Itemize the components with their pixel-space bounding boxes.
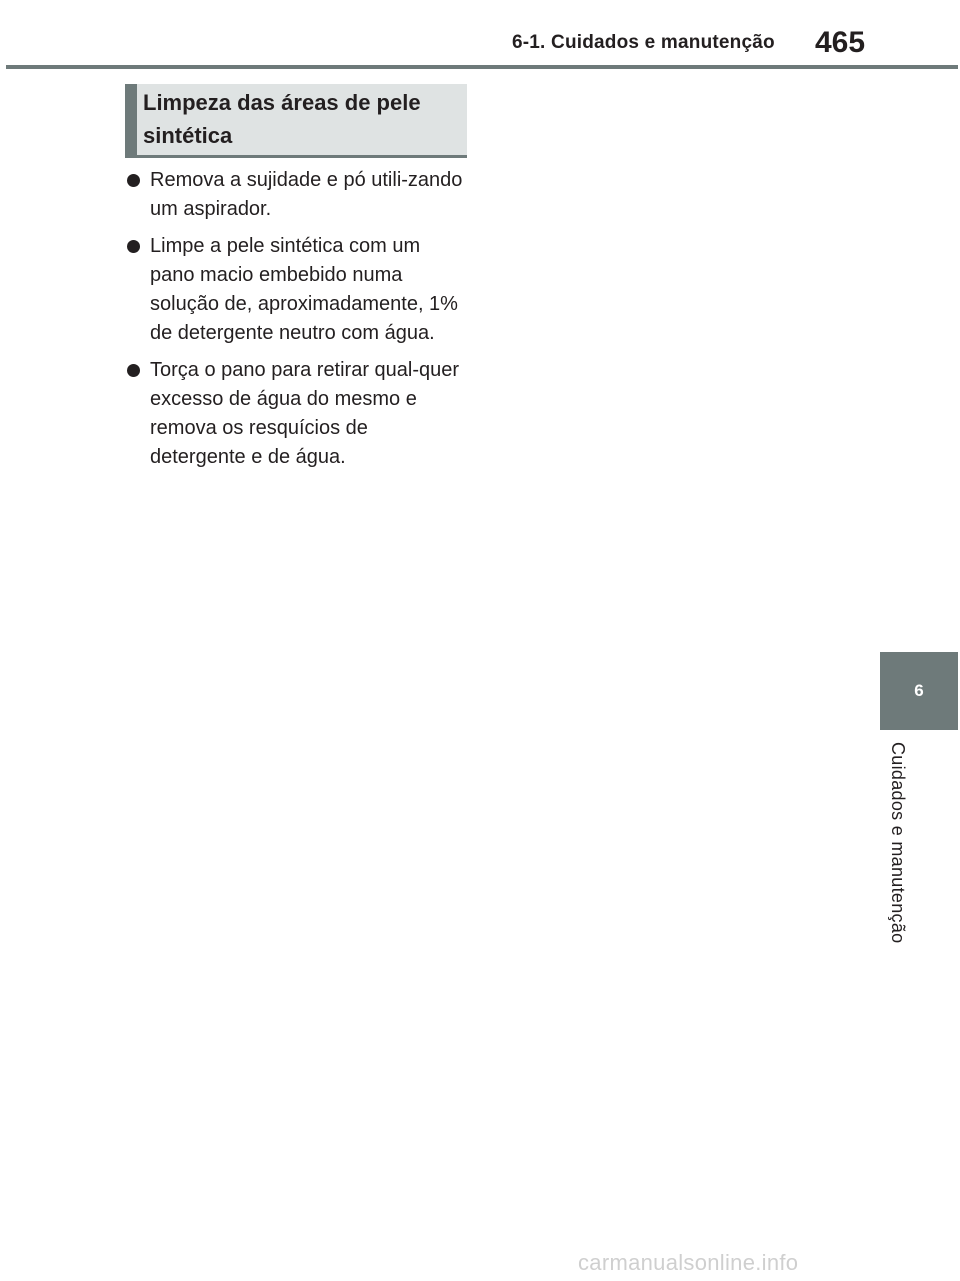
bullet-dot-icon <box>127 240 140 253</box>
chapter-label: Cuidados e manutenção <box>888 742 908 944</box>
bullet-text: Limpe a pele sintética com um pano macio embebido numa solução de, aproximadamente, 1% de detergente neutro com água. <box>150 235 458 344</box>
header-rule <box>6 65 958 69</box>
chapter-tab <box>880 652 958 730</box>
bullet-list <box>126 166 466 480</box>
section-heading: Limpeza das áreas de pele sintética <box>143 90 421 148</box>
bullet-text: Torça o pano para retirar qual-quer excesso de água do mesmo e remova os resquícios de detergente e de água. <box>150 359 460 468</box>
bullet-text: Remova a sujidade e pó utili-zando um aspirador. <box>150 169 463 220</box>
bullet-dot-icon <box>127 364 140 377</box>
watermark: carmanualsonline.info <box>578 1250 799 1275</box>
running-header-title: 6-1. Cuidados e manutenção <box>512 32 775 53</box>
section-heading-bar <box>125 84 137 155</box>
page-number: 465 <box>815 26 866 59</box>
bullet-item <box>126 232 466 348</box>
bullet-item <box>126 166 466 224</box>
bullet-dot-icon <box>127 174 140 187</box>
chapter-number: 6 <box>914 681 924 700</box>
section-heading-box <box>125 84 467 158</box>
bullet-item <box>126 356 466 472</box>
